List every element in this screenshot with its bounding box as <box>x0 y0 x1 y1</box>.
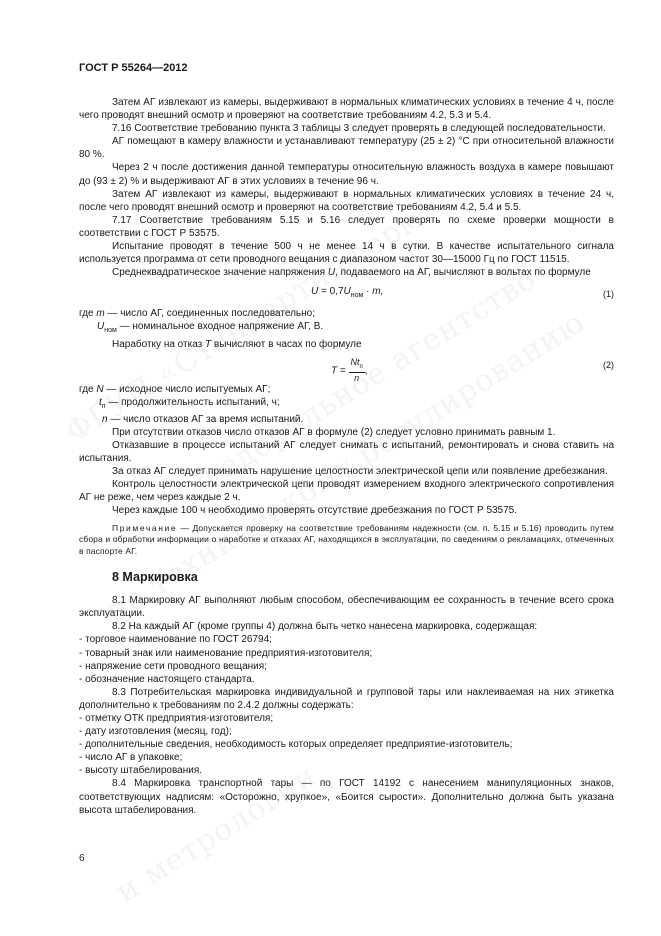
paragraph: 7.17 Соответствие требованиям 5.15 и 5.16 следует проверять по схеме проверки мощности в соответствии с ГОСТ Р 53575. <box>79 214 614 239</box>
paragraph: 7.16 Соответствие требованию пункта 3 таблицы 3 следует проверять в следующей последовательности. <box>112 123 606 135</box>
list-item: - отметку ОТК предприятия-изготовителя; <box>79 712 274 724</box>
paragraph: 8.3 Потребительская маркировка индивидуальной и групповой тары или наклеиваемая на них этикетка дополнительно к требованиям по 2.4.2 должны содержать: <box>79 686 614 711</box>
formula-voltage: $U = 0,7U_{ном} \cdot m$, (1) <box>79 281 614 307</box>
paragraph: 8.2 На каждый АГ (кроме группы 4) должна быть четко нанесена маркировка, содержащая: <box>112 621 538 633</box>
list-item: - высоту штабелирования. <box>79 765 203 777</box>
paragraph: 8.1 Маркировку АГ выполняют любым способом, обеспечивающим ее сохранность в течение всего срока эксплуатации. <box>79 595 614 620</box>
list-item: - товарный знак или наименование предприятия-изготовителя; <box>79 647 373 659</box>
note: Примечание — Допускается проверку на соответствие требованиям надежности (см. п. 5.15 и 5.16) проводить путем сбора и обработки информации о наработке и отказах АГ, находящихся в эксплуатации, по сведениям о рекламациях, отмеченных в паспорте АГ. <box>79 522 614 556</box>
paragraph: Затем АГ извлекают из камеры, выдерживают в нормальных климатических условиях в течение 24 ч, после чего проводят внешний осмотр и проверяют на соответствие требованиям 4.2, 5.4 и 5.5. <box>79 188 614 213</box>
paragraph: Затем АГ извлекают из камеры, выдерживают в нормальных климатических условиях в течение 4 ч, после чего проводят внешний осмотр и проверяют на соответствие требованиям 4.2, 5.3 и 5.4. <box>79 97 614 122</box>
formula-number: (2) <box>603 359 614 370</box>
paragraph: 8.4 Маркировка транспортной тары — по ГОСТ 14192 с нанесением манипуляционных знаков, соответствующих надписям: «Осторожно, хрупкое», «Боится сырости». Дополнительно должна быть указана высота штабелирования. <box>79 778 614 816</box>
definition: где N — исходное число испытуемых АГ; <box>79 383 271 395</box>
list-item: - торговое наименование по ГОСТ 26794; <box>79 634 272 646</box>
list-item: - обозначение настоящего стандарта. <box>79 673 255 685</box>
page-number: 6 <box>79 853 85 864</box>
formula-number: (1) <box>603 289 614 300</box>
paragraph: АГ помещают в камеру влажности и устанавливают температуру (25 ± 2) °С при относительной влажности 80 %. <box>79 136 614 161</box>
list-item: - число АГ в упаковке; <box>79 752 183 764</box>
paragraph: Контроль целостности электрической цепи проводят измерением входного электрического сопротивления АГ не реже, чем через каждые 2 ч. <box>79 479 614 504</box>
definition: где m — число АГ, соединенных последовательно; <box>79 308 316 320</box>
paragraph: За отказ АГ следует принимать нарушение целостности электрической цепи или появление дребезжания. <box>112 466 608 478</box>
paragraph: Отказавшие в процессе испытаний АГ следует снимать с испытаний, ремонтировать и снова ставить на испытания. <box>79 439 614 465</box>
paragraph: Наработку на отказ T вычисляют в часах по формуле <box>112 338 362 350</box>
paragraph: Среднеквадратическое значение напряжения U, подаваемого на АГ, вычисляют в вольтах по формуле <box>112 267 591 279</box>
page-content <box>79 96 614 817</box>
list-item: - напряжение сети проводного вещания; <box>79 660 267 672</box>
paragraph: Через каждые 100 ч необходимо проверять отсутствие дребезжания по ГОСТ Р 53575. <box>112 505 518 517</box>
paragraph: Испытание проводят в течение 500 ч не менее 14 ч в сутки. В качестве испытательного сигнала используется программа от сети проводного вещания с диапазоном частот 30—15000 Гц по ГОСТ 11515. <box>79 241 614 266</box>
paragraph: Через 2 ч после достижения данной температуры относительную влажность воздуха в камере повышают до (93 ± 2) % и выдерживают АГ в этих условиях в течение 96 ч. <box>79 162 614 187</box>
document-header: ГОСТ Р 55264—2012 <box>79 62 188 74</box>
definition: n — число отказов АГ за время испытаний. <box>102 413 304 425</box>
list-item: - дату изготовления (месяц, год); <box>79 726 232 738</box>
definition: $t_п$ — продолжительность испытаний, ч; <box>99 396 280 410</box>
section-heading: 8 Маркировка <box>112 570 198 585</box>
definition: $U_{ном}$ — номинальное входное напряжение АГ, В. <box>97 321 324 335</box>
formula-mtbf: T = $\frac{Nt_п}{n}$ , (2) <box>331 356 614 384</box>
paragraph: При отсутствии отказов число отказов АГ в формуле (2) следует условно принимать равным 1. <box>112 426 556 438</box>
list-item: - дополнительные сведения, необходимость которых определяет предприятие-изготовитель; <box>79 739 513 751</box>
